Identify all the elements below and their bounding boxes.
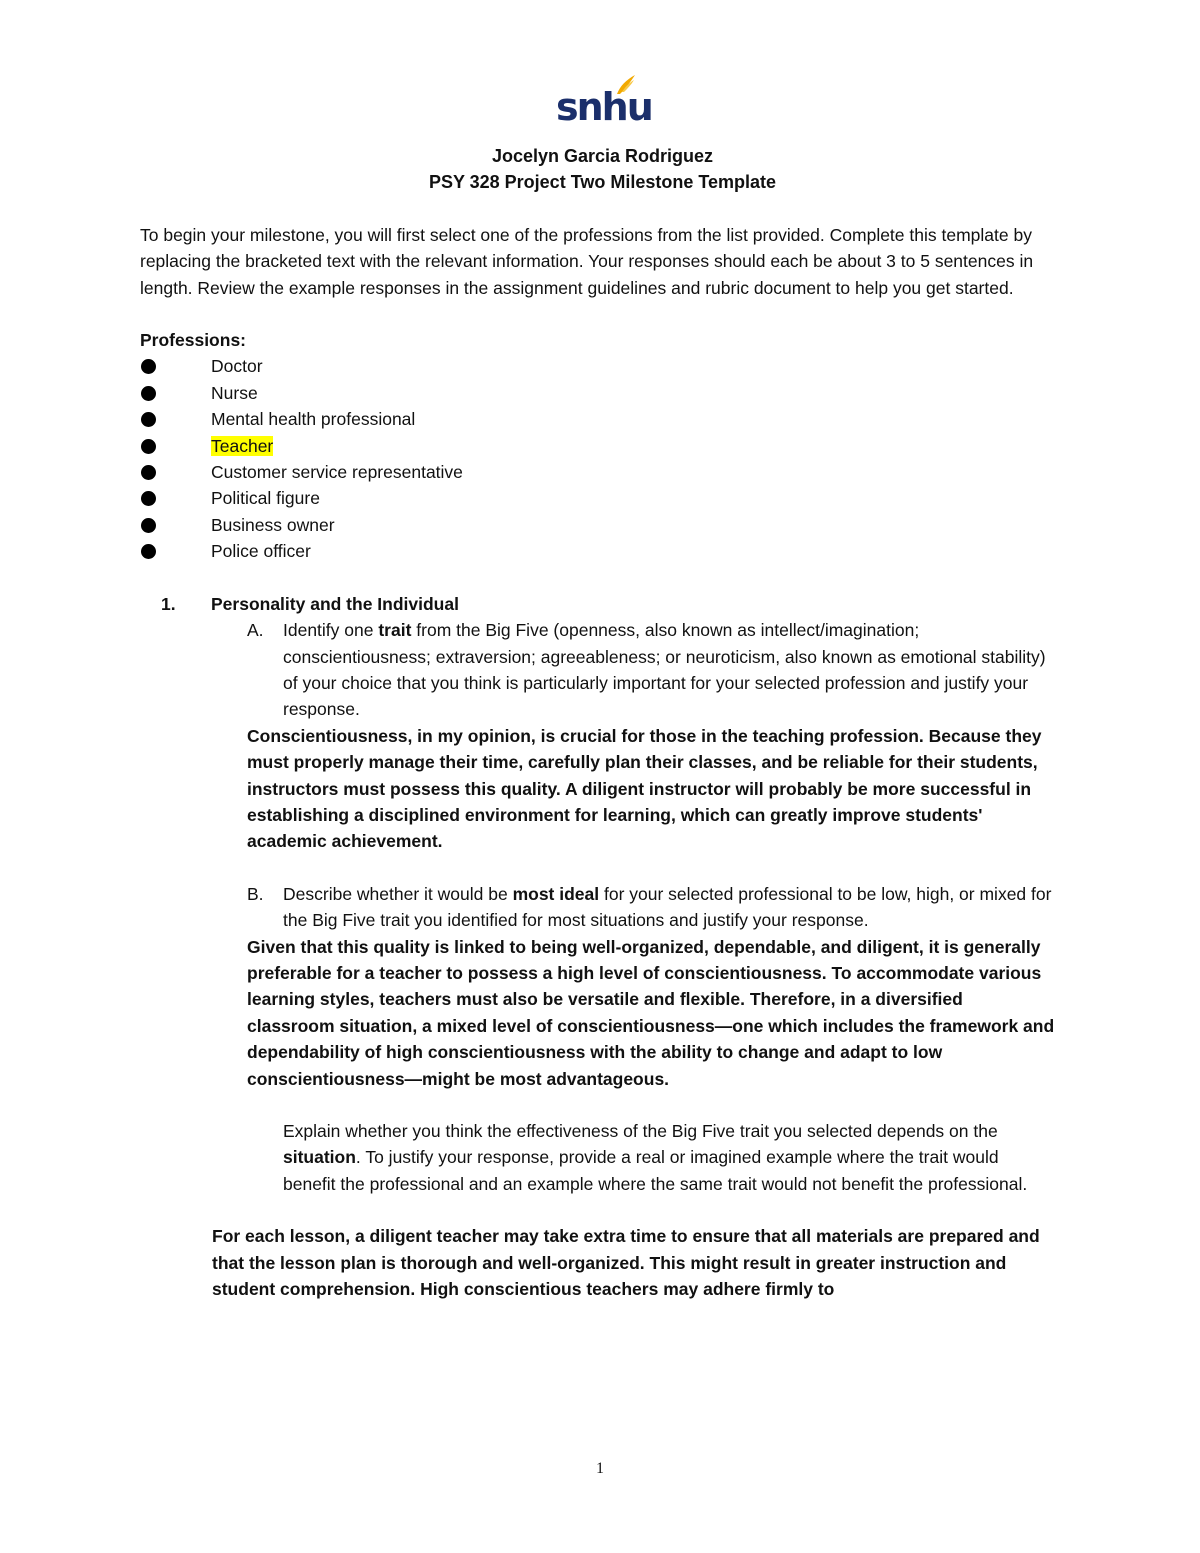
- list-item: Doctor: [140, 353, 1065, 379]
- bullet-icon: [141, 386, 156, 401]
- professions-list: [140, 353, 1065, 564]
- answer-c: For each lesson, a diligent teacher may take extra time to ensure that all materials are prepared and that the lesson plan is thorough and well-organized. This might result in greater instruction and student comprehension. High conscientious teachers may adhere firmly to: [212, 1226, 1040, 1300]
- section-personality: [153, 591, 1065, 1303]
- answer-a: Conscientiousness, in my opinion, is crucial for those in the teaching profession. Because they must properly manage their time, carefully plan their classes, and be reliable for their students, instructors must possess this quality. A diligent instructor will probably be more successful in establishing a disciplined environment for learning, which can greatly improve students' academic achievement.: [247, 725, 1042, 852]
- bullet-icon: [141, 491, 156, 506]
- bullet-icon: [141, 359, 156, 374]
- intro-paragraph: To begin your milestone, you will first select one of the professions from the list provided. Complete this template by replacing the bracketed text with the relevant information. Your responses should each be about 3 to 5 sentences in length. Review the example responses in the assignment guidelines and rubric document to help you get started.: [140, 224, 1034, 298]
- list-item-selected: [140, 433, 1065, 459]
- professions-heading: Professions:: [140, 330, 246, 351]
- author-name: Jocelyn Garcia Rodriguez: [491, 146, 714, 166]
- list-item: Police officer: [140, 538, 1065, 564]
- selected-profession: Teacher: [211, 435, 274, 456]
- list-item: Business owner: [140, 512, 1065, 538]
- bullet-icon: [141, 465, 156, 480]
- list-item: Mental health professional: [140, 406, 1065, 432]
- list-item: Nurse: [140, 380, 1065, 406]
- document-body: [140, 143, 1065, 1302]
- question-a: A. Identify one trait from the Big Five (openness, also known as intellect/imagination; conscientiousness; extraversion; agreeableness; or neuroticism, also known as emotional stability) of your choice that you think is particularly important for your selected profession and justify your response.: [247, 620, 1046, 720]
- bullet-icon: [141, 412, 156, 427]
- question-b: B. Describe whether it would be most ideal for your selected professional to be low, high, or mixed for the Big Five trait you identified for most situations and justify your response.: [247, 883, 1052, 931]
- bullet-icon: [141, 439, 156, 454]
- question-c: Explain whether you think the effectiveness of the Big Five trait you selected depends on the situation. To justify your response, provide a real or imagined example where the trait would benefit the professional and an example where the same trait would not benefit the professional.: [283, 1121, 1028, 1194]
- answer-b: Given that this quality is linked to being well-organized, dependable, and diligent, it is generally preferable for a teacher to possess a high level of conscientiousness. To accommodate various learning styles, teachers must also be versatile and flexible. Therefore, in a diversified classroom situation, a mixed level of conscientiousness—one which includes the framework and dependability of high conscientiousness with the ability to change and adapt to low conscientiousness—might be most advantageous.: [247, 936, 1055, 1089]
- list-item: Political figure: [140, 485, 1065, 511]
- bullet-icon: [141, 544, 156, 559]
- document-title: PSY 328 Project Two Milestone Template: [428, 172, 777, 193]
- logo-wordmark: snhu: [556, 85, 652, 129]
- list-item: Customer service representative: [140, 459, 1065, 485]
- snhu-logo: [556, 74, 652, 134]
- bullet-icon: [141, 518, 156, 533]
- section-heading: 1. Personality and the Individual: [161, 593, 459, 614]
- page-number: 1: [596, 1460, 604, 1477]
